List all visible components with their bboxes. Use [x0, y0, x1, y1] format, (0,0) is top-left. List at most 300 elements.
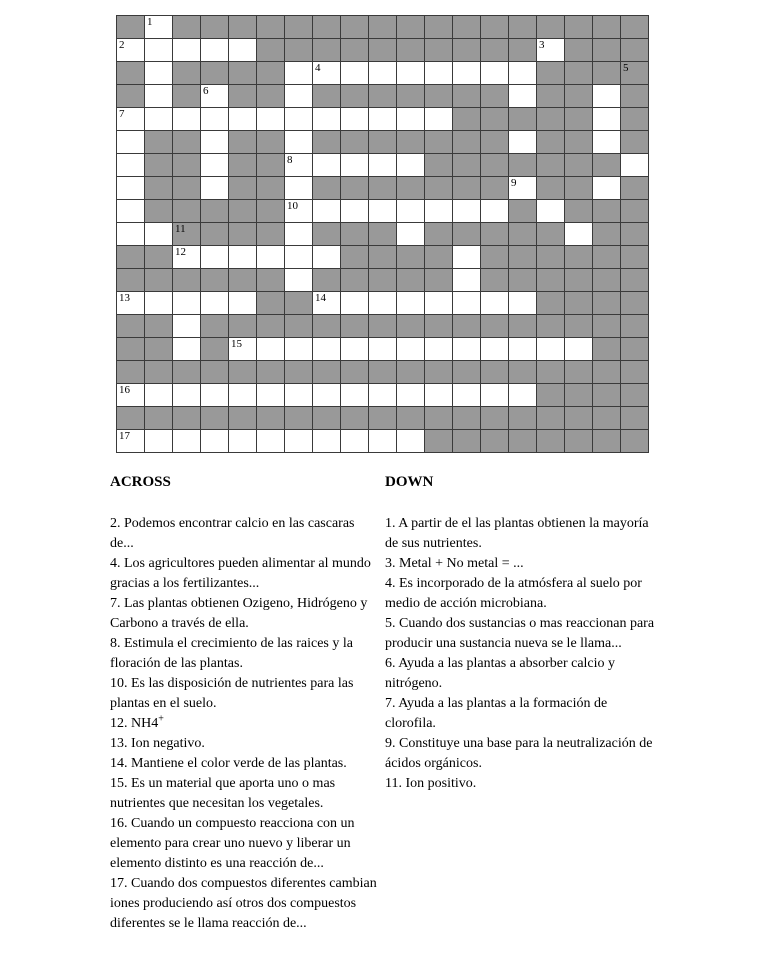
grid-block [313, 269, 341, 292]
grid-cell[interactable] [173, 246, 201, 269]
grid-cell[interactable] [369, 430, 397, 453]
grid-block [229, 315, 257, 338]
grid-block [453, 177, 481, 200]
grid-cell[interactable] [229, 292, 257, 315]
grid-block [481, 131, 509, 154]
grid-cell[interactable] [509, 177, 537, 200]
grid-cell[interactable] [229, 338, 257, 361]
grid-block [257, 223, 285, 246]
grid-block [537, 430, 565, 453]
grid-block [537, 407, 565, 430]
grid-block [621, 338, 649, 361]
grid-cell[interactable] [257, 108, 285, 131]
down-clue: 9. Constituye una base para la neutralización de ácidos orgánicos. [385, 736, 653, 771]
grid-cell[interactable] [285, 108, 313, 131]
grid-cell[interactable] [173, 39, 201, 62]
grid-block [593, 407, 621, 430]
grid-cell[interactable] [341, 62, 369, 85]
grid-block [565, 154, 593, 177]
grid-cell[interactable] [425, 338, 453, 361]
across-clue: 10. Es las disposición de nutrientes para las plantas en el suelo. [110, 676, 354, 711]
grid-block [537, 361, 565, 384]
clue-number: 1 [147, 16, 153, 28]
down-clue: 3. Metal + No metal = ... [385, 556, 524, 571]
grid-block [173, 131, 201, 154]
across-clue: 4. Los agricultores pueden alimentar al mundo gracias a los fertilizantes... [110, 556, 371, 591]
grid-cell[interactable] [509, 62, 537, 85]
grid-cell[interactable] [145, 85, 173, 108]
grid-block [285, 361, 313, 384]
grid-cell[interactable] [481, 338, 509, 361]
grid-block [229, 361, 257, 384]
grid-row [117, 430, 649, 453]
grid-block [425, 269, 453, 292]
grid-block [341, 131, 369, 154]
grid-block [453, 223, 481, 246]
grid-cell[interactable] [257, 338, 285, 361]
grid-cell[interactable] [621, 154, 649, 177]
grid-cell[interactable] [369, 292, 397, 315]
grid-block [117, 338, 145, 361]
grid-block [537, 246, 565, 269]
grid-block [593, 39, 621, 62]
grid-block [453, 16, 481, 39]
grid-cell[interactable] [537, 39, 565, 62]
grid-cell[interactable] [201, 384, 229, 407]
grid-cell[interactable] [453, 292, 481, 315]
grid-row [117, 108, 649, 131]
grid-cell[interactable] [397, 200, 425, 223]
grid-block [509, 16, 537, 39]
grid-block [509, 223, 537, 246]
grid-block [453, 131, 481, 154]
grid-block [145, 407, 173, 430]
grid-block [509, 315, 537, 338]
grid-cell[interactable] [509, 338, 537, 361]
grid-block [173, 200, 201, 223]
clue-number: 7 [119, 108, 125, 120]
grid-row [117, 223, 649, 246]
across-clue-12 [110, 714, 380, 734]
grid-block [565, 131, 593, 154]
grid-cell[interactable] [453, 338, 481, 361]
grid-block [481, 269, 509, 292]
grid-cell[interactable] [285, 85, 313, 108]
grid-cell[interactable] [145, 108, 173, 131]
grid-cell[interactable] [397, 223, 425, 246]
grid-cell[interactable] [313, 292, 341, 315]
grid-block [453, 315, 481, 338]
grid-cell[interactable] [509, 292, 537, 315]
grid-block [509, 154, 537, 177]
grid-block [537, 16, 565, 39]
grid-cell[interactable] [201, 85, 229, 108]
grid-cell[interactable] [481, 62, 509, 85]
down-clue: 7. Ayuda a las plantas a la formación de clorofila. [385, 696, 608, 731]
grid-cell[interactable] [117, 200, 145, 223]
grid-cell[interactable] [341, 200, 369, 223]
grid-block [145, 200, 173, 223]
grid-block [117, 16, 145, 39]
grid-cell[interactable] [313, 62, 341, 85]
grid-cell[interactable] [425, 292, 453, 315]
grid-cell[interactable] [145, 430, 173, 453]
grid-cell[interactable] [117, 108, 145, 131]
grid-block [565, 16, 593, 39]
grid-cell[interactable] [285, 384, 313, 407]
grid-block [481, 16, 509, 39]
grid-block [201, 361, 229, 384]
grid-block [621, 430, 649, 453]
grid-cell[interactable] [397, 292, 425, 315]
grid-block [313, 223, 341, 246]
across-clue: 17. Cuando dos compuestos diferentes cambian iones produciendo así otros dos compuestos diferentes se le llama reacción de... [110, 876, 377, 931]
grid-row [117, 39, 649, 62]
grid-block [509, 246, 537, 269]
grid-block [229, 62, 257, 85]
grid-block [229, 407, 257, 430]
grid-block [257, 407, 285, 430]
grid-block [509, 430, 537, 453]
grid-block [397, 177, 425, 200]
grid-cell[interactable] [341, 338, 369, 361]
grid-block [341, 407, 369, 430]
grid-cell[interactable] [173, 430, 201, 453]
grid-cell[interactable] [509, 131, 537, 154]
grid-cell[interactable] [117, 177, 145, 200]
grid-row [117, 361, 649, 384]
grid-block [565, 361, 593, 384]
clue-number: 5 [623, 62, 629, 74]
grid-cell[interactable] [285, 246, 313, 269]
grid-cell[interactable] [313, 246, 341, 269]
grid-cell[interactable] [313, 108, 341, 131]
grid-block [257, 292, 285, 315]
grid-cell[interactable] [425, 200, 453, 223]
grid-cell[interactable] [229, 39, 257, 62]
grid-cell[interactable] [313, 430, 341, 453]
grid-cell[interactable] [509, 85, 537, 108]
grid-cell[interactable] [481, 384, 509, 407]
grid-cell[interactable] [593, 108, 621, 131]
grid-block [537, 177, 565, 200]
grid-block [481, 108, 509, 131]
grid-block [117, 361, 145, 384]
grid-block [593, 62, 621, 85]
grid-cell[interactable] [369, 108, 397, 131]
grid-block [397, 131, 425, 154]
across-clue: 7. Las plantas obtienen Ozigeno, Hidrógeno y Carbono a través de ella. [110, 596, 368, 631]
grid-cell[interactable] [173, 108, 201, 131]
grid-block [341, 315, 369, 338]
grid-cell[interactable] [313, 200, 341, 223]
grid-cell[interactable] [117, 154, 145, 177]
grid-block [425, 361, 453, 384]
grid-cell[interactable] [173, 292, 201, 315]
grid-block [425, 39, 453, 62]
grid-block [537, 315, 565, 338]
grid-cell[interactable] [201, 177, 229, 200]
grid-cell[interactable] [201, 292, 229, 315]
grid-block [145, 361, 173, 384]
grid-cell[interactable] [341, 154, 369, 177]
grid-cell[interactable] [397, 338, 425, 361]
grid-block [565, 315, 593, 338]
grid-cell[interactable] [313, 154, 341, 177]
grid-block [621, 177, 649, 200]
grid-block [397, 39, 425, 62]
down-clue: 11. Ion positivo. [385, 776, 477, 791]
grid-block [369, 407, 397, 430]
across-heading: ACROSS [110, 474, 171, 490]
grid-block [481, 407, 509, 430]
grid-cell[interactable] [593, 177, 621, 200]
grid-cell[interactable] [117, 292, 145, 315]
grid-cell[interactable] [397, 108, 425, 131]
grid-block [201, 269, 229, 292]
grid-block [229, 223, 257, 246]
grid-block [117, 246, 145, 269]
grid-cell[interactable] [145, 16, 173, 39]
grid-block [369, 361, 397, 384]
grid-block [565, 39, 593, 62]
grid-cell[interactable] [481, 292, 509, 315]
grid-cell[interactable] [117, 39, 145, 62]
grid-block [117, 269, 145, 292]
grid-cell[interactable] [257, 384, 285, 407]
grid-cell[interactable] [369, 62, 397, 85]
grid-cell[interactable] [369, 338, 397, 361]
grid-block [313, 16, 341, 39]
grid-block [117, 407, 145, 430]
grid-cell[interactable] [285, 154, 313, 177]
grid-block [565, 85, 593, 108]
grid-cell[interactable] [117, 131, 145, 154]
grid-cell[interactable] [453, 384, 481, 407]
grid-cell[interactable] [537, 200, 565, 223]
grid-block [369, 85, 397, 108]
grid-cell[interactable] [313, 338, 341, 361]
grid-block [229, 16, 257, 39]
grid-block [201, 407, 229, 430]
grid-cell[interactable] [425, 62, 453, 85]
grid-block [453, 85, 481, 108]
grid-cell[interactable] [145, 62, 173, 85]
grid-block [425, 177, 453, 200]
grid-block [201, 223, 229, 246]
grid-cell[interactable] [145, 39, 173, 62]
grid-block [117, 315, 145, 338]
grid-block [537, 62, 565, 85]
clue-number: 10 [287, 200, 298, 212]
grid-cell[interactable] [173, 315, 201, 338]
grid-cell[interactable] [369, 154, 397, 177]
grid-row [117, 315, 649, 338]
grid-block [425, 131, 453, 154]
grid-cell[interactable] [201, 246, 229, 269]
grid-cell[interactable] [453, 200, 481, 223]
grid-row [117, 131, 649, 154]
grid-block [621, 384, 649, 407]
grid-block [229, 269, 257, 292]
grid-cell[interactable] [341, 292, 369, 315]
grid-block [173, 85, 201, 108]
grid-block [509, 108, 537, 131]
grid-cell[interactable] [229, 384, 257, 407]
grid-block [201, 338, 229, 361]
grid-block [397, 85, 425, 108]
grid-cell[interactable] [425, 108, 453, 131]
grid-cell[interactable] [285, 223, 313, 246]
grid-cell[interactable] [285, 131, 313, 154]
grid-cell[interactable] [201, 131, 229, 154]
grid-block [453, 154, 481, 177]
grid-block [453, 430, 481, 453]
grid-cell[interactable] [537, 338, 565, 361]
grid-cell[interactable] [453, 269, 481, 292]
grid-block [453, 39, 481, 62]
grid-block [397, 246, 425, 269]
grid-block [313, 361, 341, 384]
grid-block [621, 16, 649, 39]
grid-cell[interactable] [285, 200, 313, 223]
grid-block [425, 16, 453, 39]
grid-cell[interactable] [509, 384, 537, 407]
grid-block [509, 407, 537, 430]
grid-block [285, 315, 313, 338]
grid-cell[interactable] [145, 384, 173, 407]
grid-block [481, 154, 509, 177]
grid-row [117, 177, 649, 200]
grid-cell[interactable] [201, 154, 229, 177]
grid-cell[interactable] [117, 430, 145, 453]
grid-row [117, 246, 649, 269]
grid-cell[interactable] [201, 108, 229, 131]
grid-block [621, 246, 649, 269]
grid-block [509, 361, 537, 384]
grid-cell[interactable] [229, 108, 257, 131]
grid-cell[interactable] [201, 39, 229, 62]
grid-cell[interactable] [481, 200, 509, 223]
grid-block [117, 62, 145, 85]
grid-row [117, 16, 649, 39]
grid-cell[interactable] [425, 384, 453, 407]
clue-number: 9 [511, 177, 517, 189]
grid-cell[interactable] [341, 108, 369, 131]
grid-block [593, 246, 621, 269]
grid-row [117, 407, 649, 430]
grid-block [201, 315, 229, 338]
grid-cell[interactable] [145, 223, 173, 246]
grid-cell[interactable] [397, 62, 425, 85]
grid-block [481, 430, 509, 453]
grid-block [313, 85, 341, 108]
grid-block [341, 223, 369, 246]
clue-number: 2 [119, 39, 125, 51]
grid-block [593, 200, 621, 223]
grid-cell[interactable] [285, 62, 313, 85]
across-clue: 14. Mantiene el color verde de las plantas. [110, 756, 347, 771]
across-clue: 2. Podemos encontrar calcio en las cascaras de... [110, 516, 355, 551]
grid-cell[interactable] [285, 177, 313, 200]
grid-cell[interactable] [285, 430, 313, 453]
grid-block [593, 384, 621, 407]
grid-block [537, 85, 565, 108]
grid-block [229, 131, 257, 154]
grid-block [201, 62, 229, 85]
grid-block [537, 108, 565, 131]
grid-block [425, 246, 453, 269]
grid-cell[interactable] [173, 338, 201, 361]
grid-block [425, 407, 453, 430]
grid-cell[interactable] [565, 223, 593, 246]
grid-cell[interactable] [397, 154, 425, 177]
grid-cell[interactable] [565, 338, 593, 361]
grid-cell[interactable] [341, 384, 369, 407]
grid-block [621, 292, 649, 315]
grid-block [229, 200, 257, 223]
grid-block [397, 269, 425, 292]
across-clue: 15. Es un material que aporta uno o mas nutrientes que necesitan los vegetales. [110, 776, 336, 811]
grid-block [565, 384, 593, 407]
grid-block [257, 62, 285, 85]
clue-number: 15 [231, 338, 242, 350]
grid-cell[interactable] [397, 430, 425, 453]
clue-number: 12 [175, 246, 186, 258]
grid-cell[interactable] [369, 200, 397, 223]
grid-block [397, 16, 425, 39]
grid-block [173, 223, 201, 246]
grid-block [397, 361, 425, 384]
grid-cell[interactable] [453, 62, 481, 85]
clue-number: 6 [203, 85, 209, 97]
grid-cell[interactable] [173, 384, 201, 407]
grid-cell[interactable] [117, 384, 145, 407]
grid-cell[interactable] [257, 246, 285, 269]
grid-block [621, 131, 649, 154]
grid-block [425, 154, 453, 177]
grid-row [117, 62, 649, 85]
grid-cell[interactable] [285, 269, 313, 292]
grid-block [145, 177, 173, 200]
grid-cell[interactable] [229, 246, 257, 269]
grid-block [173, 407, 201, 430]
grid-cell[interactable] [313, 384, 341, 407]
grid-block [173, 62, 201, 85]
grid-block [565, 62, 593, 85]
grid-block [481, 177, 509, 200]
grid-cell[interactable] [117, 223, 145, 246]
grid-cell[interactable] [145, 292, 173, 315]
grid-cell[interactable] [593, 85, 621, 108]
grid-cell[interactable] [453, 246, 481, 269]
crossword-grid [116, 15, 649, 453]
grid-block [257, 131, 285, 154]
grid-cell[interactable] [257, 430, 285, 453]
grid-cell[interactable] [201, 430, 229, 453]
grid-cell[interactable] [397, 384, 425, 407]
grid-cell[interactable] [285, 338, 313, 361]
grid-block [257, 177, 285, 200]
grid-cell[interactable] [593, 131, 621, 154]
grid-cell[interactable] [369, 384, 397, 407]
grid-cell[interactable] [229, 430, 257, 453]
grid-cell[interactable] [341, 430, 369, 453]
grid-block [257, 154, 285, 177]
grid-block [565, 246, 593, 269]
grid-block [425, 315, 453, 338]
grid-block [425, 430, 453, 453]
